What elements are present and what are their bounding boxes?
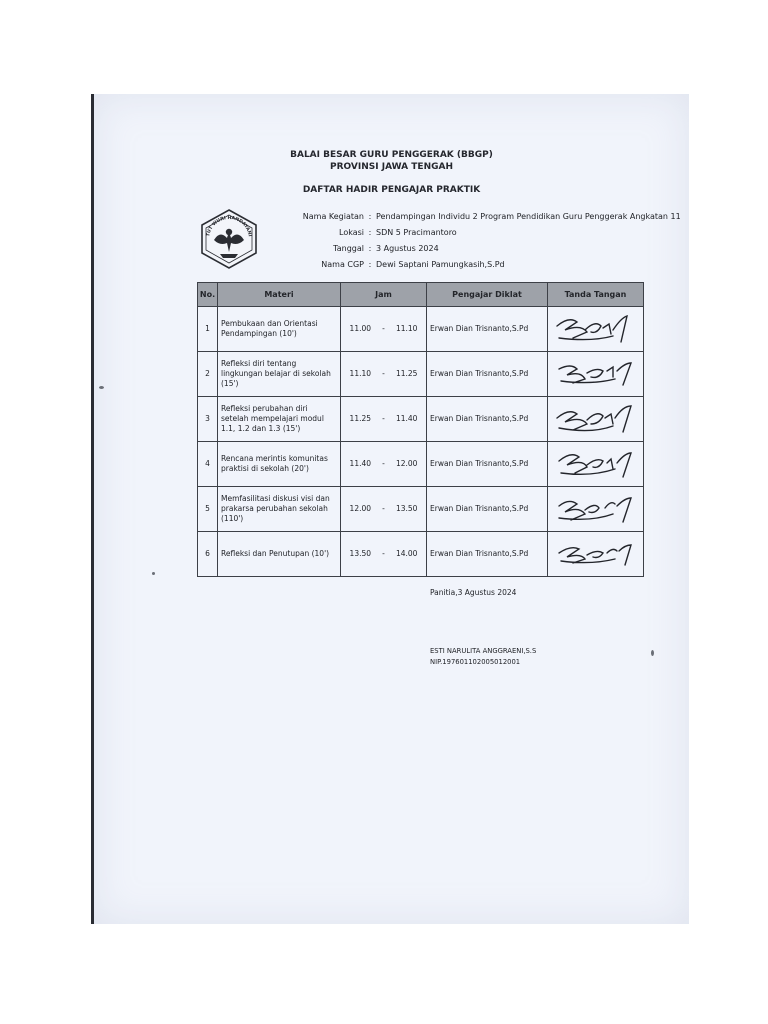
info-value: SDN 5 Pracimantoro [376,227,457,237]
row-signature [548,487,644,532]
info-row-lokasi [277,224,681,240]
jam-dash: - [382,549,385,558]
row-signature [548,532,644,577]
row-jam [341,352,427,397]
scan-speck [99,386,104,389]
signature-mark [551,447,639,481]
info-colon: : [368,227,372,237]
signature-mark [551,402,639,436]
info-row-tanggal [277,240,681,256]
info-label: Nama Kegiatan [302,211,364,221]
header-tanda-tangan: Tanda Tangan [548,283,644,307]
header-materi: Materi [218,283,341,307]
scan-speck [152,572,155,575]
footer-place-date: Panitia,3 Agustus 2024 [430,588,517,597]
info-label: Nama CGP [321,259,364,269]
header-pengajar: Pengajar Diklat [427,283,548,307]
info-colon: : [368,211,372,221]
row-pengajar: Erwan Dian Trisnanto,S.Pd [427,397,548,442]
info-block [277,208,681,272]
info-value: 3 Agustus 2024 [376,243,439,253]
row-pengajar: Erwan Dian Trisnanto,S.Pd [427,307,548,352]
row-number: 6 [198,532,218,577]
row-jam [341,442,427,487]
info-value: Dewi Saptani Pamungkasih,S.Pd [376,259,505,269]
row-jam [341,487,427,532]
footer-signer-nip: NIP.197601102005012001 [430,658,521,666]
row-signature [548,307,644,352]
row-pengajar: Erwan Dian Trisnanto,S.Pd [427,352,548,397]
table-header-row [198,283,644,307]
scan-speck [651,650,654,656]
row-pengajar: Erwan Dian Trisnanto,S.Pd [427,442,548,487]
jam-dash: - [382,459,385,468]
header-jam: Jam [341,283,427,307]
scanned-page [91,94,689,924]
row-number: 5 [198,487,218,532]
table-row [198,532,644,577]
row-number: 4 [198,442,218,487]
row-number: 2 [198,352,218,397]
signature-mark [551,357,639,391]
info-label: Lokasi [339,227,364,237]
institution-name: BALAI BESAR GURU PENGGERAK (BBGP) [290,150,493,160]
row-jam [341,532,427,577]
jam-end: 11.40 [395,414,418,423]
info-row-nama-cgp [277,256,681,272]
row-jam [341,307,427,352]
row-signature [548,352,644,397]
row-pengajar: Erwan Dian Trisnanto,S.Pd [427,532,548,577]
jam-start: 11.40 [349,459,372,468]
jam-dash: - [382,504,385,513]
jam-end: 12.00 [395,459,418,468]
jam-end: 14.00 [395,549,418,558]
footer-signer-name: ESTI NARULITA ANGGRAENI,S.S [430,647,537,655]
table-row [198,397,644,442]
info-row-nama-kegiatan [277,208,681,224]
jam-end: 11.25 [395,369,418,378]
table-row [198,352,644,397]
province-name: PROVINSI JAWA TENGAH [330,162,453,172]
signature-mark [551,492,639,526]
row-number: 1 [198,307,218,352]
row-materi: Refleksi diri tentang lingkungan belajar di sekolah (15') [218,352,341,397]
jam-start: 11.00 [349,324,372,333]
signature-mark [551,537,639,571]
row-jam [341,397,427,442]
row-materi: Pembukaan dan Orientasi Pendampingan (10') [218,307,341,352]
row-number: 3 [198,397,218,442]
info-colon: : [368,259,372,269]
header-no: No. [198,283,218,307]
jam-dash: - [382,369,385,378]
jam-end: 11.10 [395,324,418,333]
row-materi: Refleksi perubahan diri setelah mempelajari modul 1.1, 1.2 dan 1.3 (15') [218,397,341,442]
attendance-table [197,282,644,577]
jam-start: 11.10 [349,369,372,378]
row-pengajar: Erwan Dian Trisnanto,S.Pd [427,487,548,532]
table-row [198,442,644,487]
jam-dash: - [382,324,385,333]
info-value: Pendampingan Individu 2 Program Pendidikan Guru Penggerak Angkatan 11 [376,211,681,221]
row-materi: Refleksi dan Penutupan (10') [218,532,341,577]
jam-start: 13.50 [349,549,372,558]
row-signature [548,397,644,442]
svg-text:TUT WURI HANDAYANI: TUT WURI HANDAYANI [206,215,252,238]
table-row [198,307,644,352]
jam-start: 11.25 [349,414,372,423]
row-materi: Memfasilitasi diskusi visi dan prakarsa perubahan sekolah (110') [218,487,341,532]
row-signature [548,442,644,487]
info-colon: : [368,243,372,253]
jam-end: 13.50 [395,504,418,513]
document-title: DAFTAR HADIR PENGAJAR PRAKTIK [302,185,481,195]
jam-start: 12.00 [349,504,372,513]
jam-dash: - [382,414,385,423]
tut-wuri-handayani-logo [198,208,260,270]
info-label: Tanggal [333,243,364,253]
row-materi: Rencana merintis komunitas praktisi di sekolah (20') [218,442,341,487]
table-row [198,487,644,532]
signature-mark [551,312,639,346]
